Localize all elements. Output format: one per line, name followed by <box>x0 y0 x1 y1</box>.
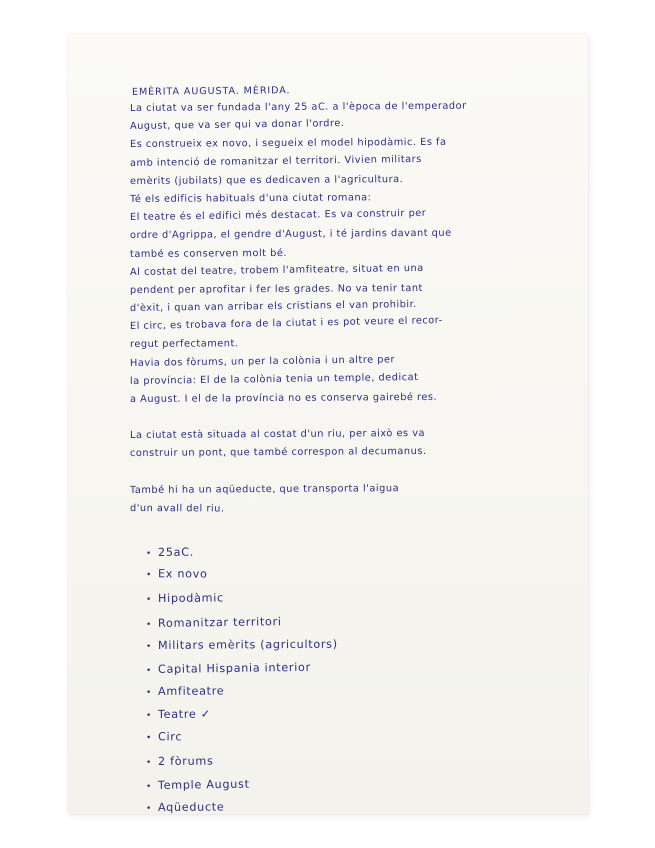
list-item <box>146 632 446 657</box>
list-item-text: Temple August <box>157 777 250 792</box>
bullet-icon: • <box>145 781 153 792</box>
text-line: d'èxit, i quan van arribar els cristians el van prohibir. <box>129 299 417 315</box>
bullet-icon: • <box>145 804 153 814</box>
list-item-text: Ex novo <box>157 567 208 581</box>
text-line: amb intenció de romanitzar el territori. Vivien militars <box>129 153 422 169</box>
list-item <box>146 607 446 634</box>
text-line: Havia dos fòrums, un per la colònia i un altre per <box>129 353 396 369</box>
list-item <box>146 725 446 750</box>
bullet-icon: • <box>145 688 153 699</box>
list-item-text: Hipodàmic <box>157 591 224 606</box>
notes-body <box>130 100 582 518</box>
text-line: El teatre és el edifici més destacat. Es va construir per <box>129 207 427 224</box>
bullet-icon: • <box>145 711 153 722</box>
bullet-icon: • <box>145 595 153 606</box>
list-item-text: Circ <box>157 729 183 743</box>
text-line: construir un pont, que també correspon al decumanus. <box>129 446 427 460</box>
list-item <box>146 562 446 587</box>
text-line: regut perfectament. <box>129 338 239 351</box>
list-item <box>146 678 446 703</box>
text-line: Al costat del teatre, trobem l'amfiteatre, situat en una <box>129 262 424 278</box>
list-item-text: Teatre ✓ <box>157 707 211 722</box>
list-item-text: Amfiteatre <box>157 684 225 699</box>
text-line: ordre d'Agrippa, el gendre d'August, i té jardins davant que <box>129 228 452 242</box>
list-item <box>146 701 446 726</box>
text-line: Es construeix ex novo, i segueix el model hipodàmic. Es fa <box>129 137 447 151</box>
list-item-text: Aqüeducte <box>157 800 225 814</box>
bullet-icon: • <box>145 665 153 677</box>
list-item <box>146 794 446 814</box>
list-item <box>146 539 446 564</box>
bullet-icon: • <box>145 549 153 560</box>
text-line: La ciutat va ser fundada l'any 25 aC. a l'època de l'emperador <box>129 100 467 114</box>
bullet-icon: • <box>145 757 153 768</box>
text-line: El circ, es trobava fora de la ciutat i es pot veure el recor- <box>129 315 443 333</box>
bullet-icon: • <box>145 732 153 743</box>
text-line: d'un avall del riu. <box>129 502 225 515</box>
text-line: També hi ha un aqüeducte, que transporta l'aigua <box>129 482 400 496</box>
text-line: Té els edificis habituals d'una ciutat romana: <box>129 192 372 205</box>
list-item-text: 2 fòrums <box>157 754 214 768</box>
bullet-icon: • <box>145 641 153 652</box>
text-line: la província: El de la colònia tenia un temple, dedicat <box>129 371 419 387</box>
paper-sheet <box>68 34 588 814</box>
list-item-text: Militars emèrits (agricultors) <box>157 637 338 652</box>
list-item-text: Romanitzar territori <box>157 614 282 630</box>
list-item <box>146 654 446 681</box>
bullet-icon: • <box>145 570 153 581</box>
page-title: EMÈRITA AUGUSTA. MÈRIDA. <box>131 85 291 98</box>
text-line: pendent per aprofitar i fer les grades. No va tenir tant <box>129 282 423 296</box>
text-line: a August. I el de la província no es conserva gairebé res. <box>129 391 438 405</box>
list-item <box>146 748 446 773</box>
bullet-icon: • <box>145 619 153 630</box>
list-item-text: Capital Hispania interior <box>157 660 311 676</box>
summary-list <box>146 540 446 814</box>
text-line: August, que va ser qui va donar l'ordre. <box>129 118 345 133</box>
list-item <box>146 770 446 797</box>
text-line: emèrits (jubilats) que es dedicaven a l'agricultura. <box>129 173 404 187</box>
list-item <box>146 585 446 610</box>
text-line: també es conserven molt bé. <box>129 247 287 260</box>
list-item-text: 25aC. <box>157 545 195 559</box>
text-line: La ciutat està situada al costat d'un riu, per això es va <box>129 428 426 442</box>
